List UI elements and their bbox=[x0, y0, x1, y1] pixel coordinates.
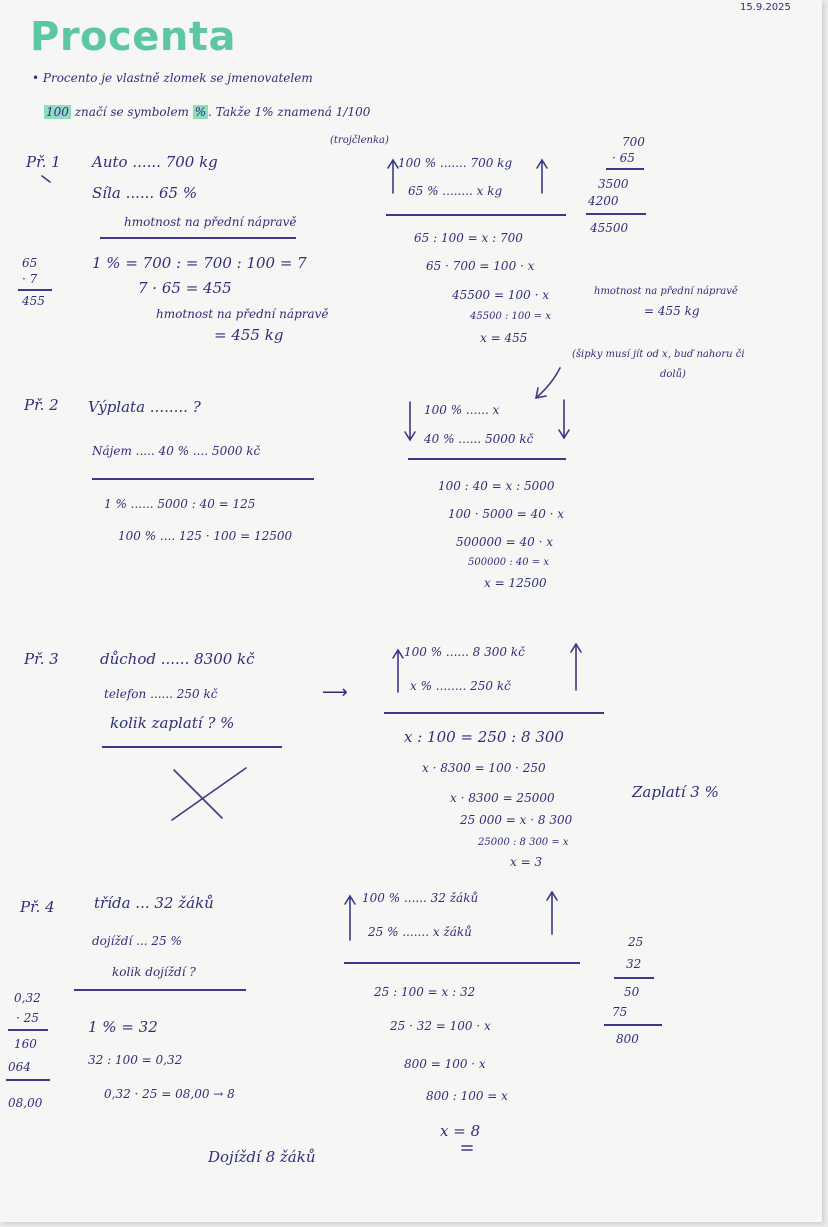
tick-mark bbox=[42, 176, 50, 182]
p4-mult-3: 50 bbox=[624, 985, 640, 999]
p1-calc-4: = 455 kg bbox=[214, 326, 284, 344]
p4-mult-5: 800 bbox=[616, 1032, 639, 1046]
p4-result: Dojíždí 8 žáků bbox=[208, 1148, 316, 1166]
arrow-up-icon bbox=[345, 896, 355, 940]
arrow-down-icon bbox=[559, 400, 569, 438]
p2-eq-5: x = 12500 bbox=[484, 576, 547, 590]
curved-arrow-icon bbox=[536, 368, 560, 398]
p4-eq-1: 25 : 100 = x : 32 bbox=[374, 985, 476, 999]
p4-calc-2: 32 : 100 = 0,32 bbox=[88, 1053, 183, 1067]
p4-side-2: · 25 bbox=[16, 1011, 39, 1025]
p1-side-3: 455 bbox=[22, 294, 45, 308]
p1-calc-2: 7 · 65 = 455 bbox=[138, 279, 232, 297]
p1-trojclenka-1: 100 % ....... 700 kg bbox=[398, 156, 513, 170]
arrow-up-icon bbox=[547, 892, 557, 934]
date-label: 15.9.2025 bbox=[740, 2, 791, 13]
p2-trojclenka-1: 100 % ...... x bbox=[424, 403, 500, 417]
highlight-percent: % bbox=[194, 105, 207, 119]
p1-calc-3: hmotnost na přední nápravě bbox=[156, 307, 329, 321]
p3-eq-5: 25000 : 8 300 = x bbox=[478, 837, 569, 848]
arrow-up-icon bbox=[388, 160, 398, 193]
p4-line-1: třída ... 32 žáků bbox=[94, 894, 214, 912]
p2-eq-1: 100 : 40 = x : 5000 bbox=[438, 479, 555, 493]
highlight-100: 100 bbox=[46, 105, 69, 119]
p1-arrow-note-2: dolů) bbox=[660, 369, 686, 380]
arrow-up-icon bbox=[393, 650, 403, 692]
p3-label: Př. 3 bbox=[24, 650, 59, 668]
p2-label: Př. 2 bbox=[24, 396, 59, 414]
p4-side-1: 0,32 bbox=[14, 991, 41, 1005]
p1-trojclenka-2: 65 % ........ x kg bbox=[408, 184, 503, 198]
p1-arrow-note-1: (šipky musí jít od x, buď nahoru či bbox=[572, 349, 745, 360]
p3-eq-4: 25 000 = x · 8 300 bbox=[460, 813, 573, 827]
arrow-down-icon bbox=[405, 402, 415, 440]
p1-eq-3: 45500 = 100 · x bbox=[452, 288, 549, 302]
p2-calc-2: 100 % .... 125 · 100 = 12500 bbox=[118, 529, 293, 543]
p4-calc-3: 0,32 · 25 = 08,00 → 8 bbox=[104, 1087, 235, 1101]
p1-label: Př. 1 bbox=[26, 153, 61, 171]
p1-eq-1: 65 : 100 = x : 700 bbox=[414, 231, 523, 245]
p1-calc-1: 1 % = 700 : = 700 : 100 = 7 bbox=[92, 254, 307, 272]
p3-eq-3: x · 8300 = 25000 bbox=[450, 791, 555, 805]
p1-result-1: hmotnost na přední nápravě bbox=[594, 286, 738, 297]
p1-line-2: Síla ...... 65 % bbox=[92, 184, 198, 202]
intro-line-1: • Procento je vlastně zlomek se jmenovatelem bbox=[32, 71, 313, 85]
p1-result-2: = 455 kg bbox=[644, 304, 700, 318]
p2-eq-2: 100 · 5000 = 40 · x bbox=[448, 507, 565, 521]
p1-mult-2: · 65 bbox=[612, 151, 635, 165]
p3-eq-2: x · 8300 = 100 · 250 bbox=[422, 761, 546, 775]
p4-trojclenka-1: 100 % ...... 32 žáků bbox=[362, 891, 479, 905]
p4-mult-2: 32 bbox=[626, 957, 642, 971]
p2-eq-3: 500000 = 40 · x bbox=[456, 535, 553, 549]
p3-line-2: telefon ...... 250 kč bbox=[104, 687, 218, 701]
p1-line-1: Auto ...... 700 kg bbox=[92, 153, 218, 171]
p1-side-2: · 7 bbox=[22, 272, 38, 286]
p4-label: Př. 4 bbox=[20, 898, 55, 916]
p3-eq-1: x : 100 = 250 : 8 300 bbox=[404, 728, 564, 746]
p4-side-3: 160 bbox=[14, 1037, 37, 1051]
p3-trojclenka-2: x % ........ 250 kč bbox=[410, 679, 511, 693]
arrow-right-icon: ⟶ bbox=[322, 682, 348, 703]
p3-trojclenka-1: 100 % ...... 8 300 kč bbox=[404, 645, 525, 659]
cross-mark bbox=[172, 768, 246, 820]
p4-trojclenka-2: 25 % ....... x žáků bbox=[368, 925, 472, 939]
p1-mult-1: 700 bbox=[622, 135, 645, 149]
p1-mult-3: 3500 bbox=[598, 177, 629, 191]
arrow-up-icon bbox=[537, 160, 547, 193]
p4-line-2: dojíždí ... 25 % bbox=[92, 934, 182, 948]
p3-result: Zaplatí 3 % bbox=[632, 783, 719, 801]
p1-line-3: hmotnost na přední nápravě bbox=[124, 215, 297, 229]
p4-eq-5: x = 8 bbox=[440, 1122, 481, 1140]
p4-eq-4: 800 : 100 = x bbox=[426, 1089, 508, 1103]
p2-line-1: Výplata ........ ? bbox=[88, 398, 201, 416]
intro-line-2-b: . Takže 1% znamená 1/100 bbox=[208, 105, 371, 119]
intro-line-2-a: značí se symbolem bbox=[74, 105, 189, 119]
p4-mult-1: 25 bbox=[628, 935, 644, 949]
p3-line-1: důchod ...... 8300 kč bbox=[100, 650, 255, 668]
p2-trojclenka-2: 40 % ...... 5000 kč bbox=[424, 432, 534, 446]
p4-eq-3: 800 = 100 · x bbox=[404, 1057, 486, 1071]
note-trojclenka: (trojčlenka) bbox=[330, 135, 389, 146]
p1-eq-2: 65 · 700 = 100 · x bbox=[426, 259, 535, 273]
p2-eq-4: 500000 : 40 = x bbox=[468, 557, 550, 568]
p4-calc-1: 1 % = 32 bbox=[88, 1018, 158, 1036]
p4-mult-4: 75 bbox=[612, 1005, 628, 1019]
p4-line-3: kolik dojíždí ? bbox=[112, 965, 196, 979]
p4-eq-2: 25 · 32 = 100 · x bbox=[390, 1019, 491, 1033]
p2-calc-1: 1 % ...... 5000 : 40 = 125 bbox=[104, 497, 256, 511]
p1-eq-5: x = 455 bbox=[480, 331, 528, 345]
p1-mult-4: 4200 bbox=[588, 194, 619, 208]
p4-side-4: 064 bbox=[8, 1060, 31, 1074]
p2-line-2: Nájem ..... 40 % .... 5000 kč bbox=[92, 444, 261, 458]
p3-eq-6: x = 3 bbox=[510, 855, 543, 869]
double-underline bbox=[462, 1146, 472, 1150]
arrow-up-icon bbox=[571, 644, 581, 690]
p1-mult-5: 45500 bbox=[590, 221, 629, 235]
p3-line-3: kolik zaplatí ? % bbox=[110, 714, 235, 732]
p4-side-5: 08,00 bbox=[8, 1096, 43, 1110]
page-title: Procenta bbox=[30, 14, 236, 60]
p1-eq-4: 45500 : 100 = x bbox=[470, 311, 552, 322]
p1-side-1: 65 bbox=[22, 256, 38, 270]
